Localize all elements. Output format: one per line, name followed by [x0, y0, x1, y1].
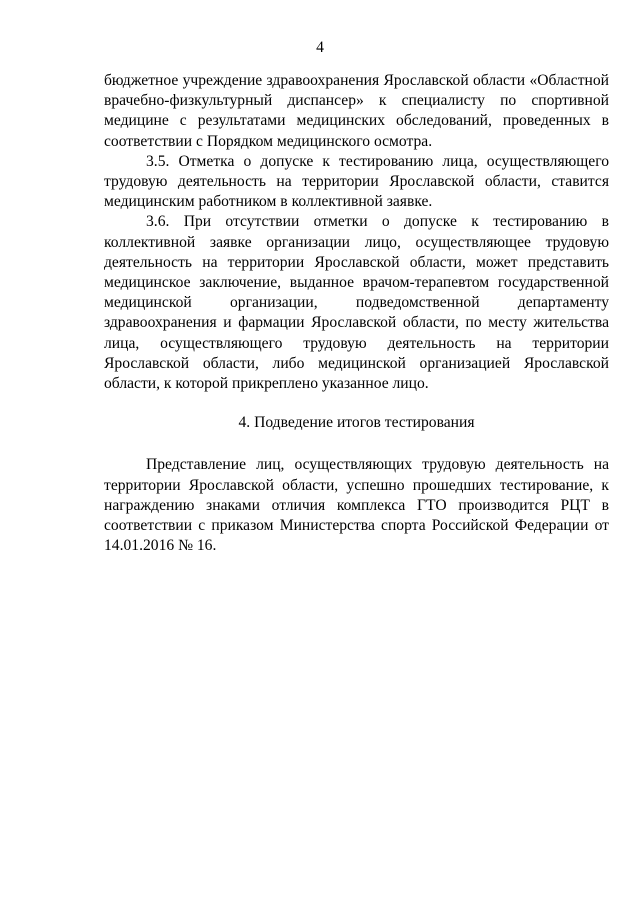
- paragraph-3-5: 3.5. Отметка о допуске к тестированию лица, осуществляющего трудовую деятельность на территории Ярославской области, ставится медицинским работником в коллективной заявке.: [104, 152, 609, 211]
- page-number: 4: [316, 39, 324, 56]
- paragraph-continuation: бюджетное учреждение здравоохранения Ярославской области «Областной врачебно-физкультурный диспансер» к специалисту по спортивной медицине с результатами медицинских обследований, проведенных в соответствии с Порядком медицинского осмотра.: [104, 72, 609, 150]
- section-4-heading: 4. Подведение итогов тестирования: [238, 414, 475, 432]
- paragraph-4-text: Представление лиц, осуществляющих трудовую деятельность на территории Ярославской области, успешно прошедших тестирование, к награждению знаками отличия комплекса ГТО производится РЦТ в соответствии с приказом Министерства спорта Российской Федерации от 14.01.2016 № 16.: [104, 456, 609, 555]
- document-body: [104, 71, 609, 556]
- paragraph-3-6: 3.6. При отсутствии отметки о допуске к тестированию в коллективной заявке организации лицо, осуществляющее трудовую деятельность на территории Ярославской области, может представить медицинское заключение, выданное врачом-терапевтом государственной медицинской организации, подведомственной департаменту здравоохранения и фармации Ярославской области, по месту жительства лица, осуществляющего трудовую деятельность на территории Ярославской области, либо медицинской организацией Ярославской области, к которой прикреплено указанное лицо.: [104, 213, 609, 393]
